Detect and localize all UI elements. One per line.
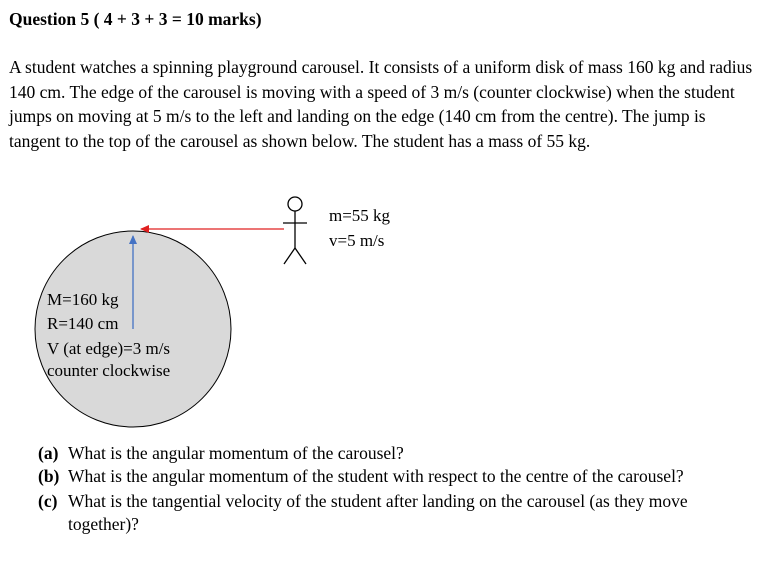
question-title: Question 5 ( 4 + 3 + 3 = 10 marks) bbox=[9, 9, 262, 29]
sub-questions bbox=[38, 442, 758, 536]
disk-radius-label: R=140 cm bbox=[47, 314, 119, 333]
sub-question-a bbox=[38, 442, 758, 465]
disk-mass-label: M=160 kg bbox=[47, 290, 119, 309]
sub-question-b bbox=[38, 465, 758, 488]
student-figure bbox=[283, 197, 307, 264]
rotation-direction-label: counter clockwise bbox=[47, 361, 171, 380]
sub-question-c-text: What is the tangential velocity of the student after landing on the carousel (as they move together)? bbox=[68, 491, 688, 534]
sub-question-a-text: What is the angular momentum of the carousel? bbox=[68, 443, 404, 463]
problem-text: A student watches a spinning playground carousel. It consists of a uniform disk of mass 160 kg and radius 140 cm. The edge of the carousel is moving with a speed of 3 m/s (counter clockwise) when the student jumps on moving at 5 m/s to the left and landing on the edge (140 cm from the centre). The jump is tangent to the top of the carousel as shown below. The student has a mass of 55 kg. bbox=[9, 57, 753, 151]
sub-question-c-label: (c) bbox=[38, 491, 58, 511]
problem-statement bbox=[9, 55, 761, 153]
sub-question-c bbox=[38, 490, 758, 536]
edge-speed-label: V (at edge)=3 m/s bbox=[47, 339, 171, 358]
student-velocity-label: v=5 m/s bbox=[329, 231, 385, 250]
sub-question-b-text: What is the angular momentum of the student with respect to the centre of the carousel? bbox=[68, 466, 684, 486]
student-mass-label: m=55 kg bbox=[329, 206, 391, 225]
sub-question-b-label: (b) bbox=[38, 466, 60, 486]
sub-question-a-label: (a) bbox=[38, 443, 59, 463]
carousel-diagram bbox=[0, 185, 767, 435]
